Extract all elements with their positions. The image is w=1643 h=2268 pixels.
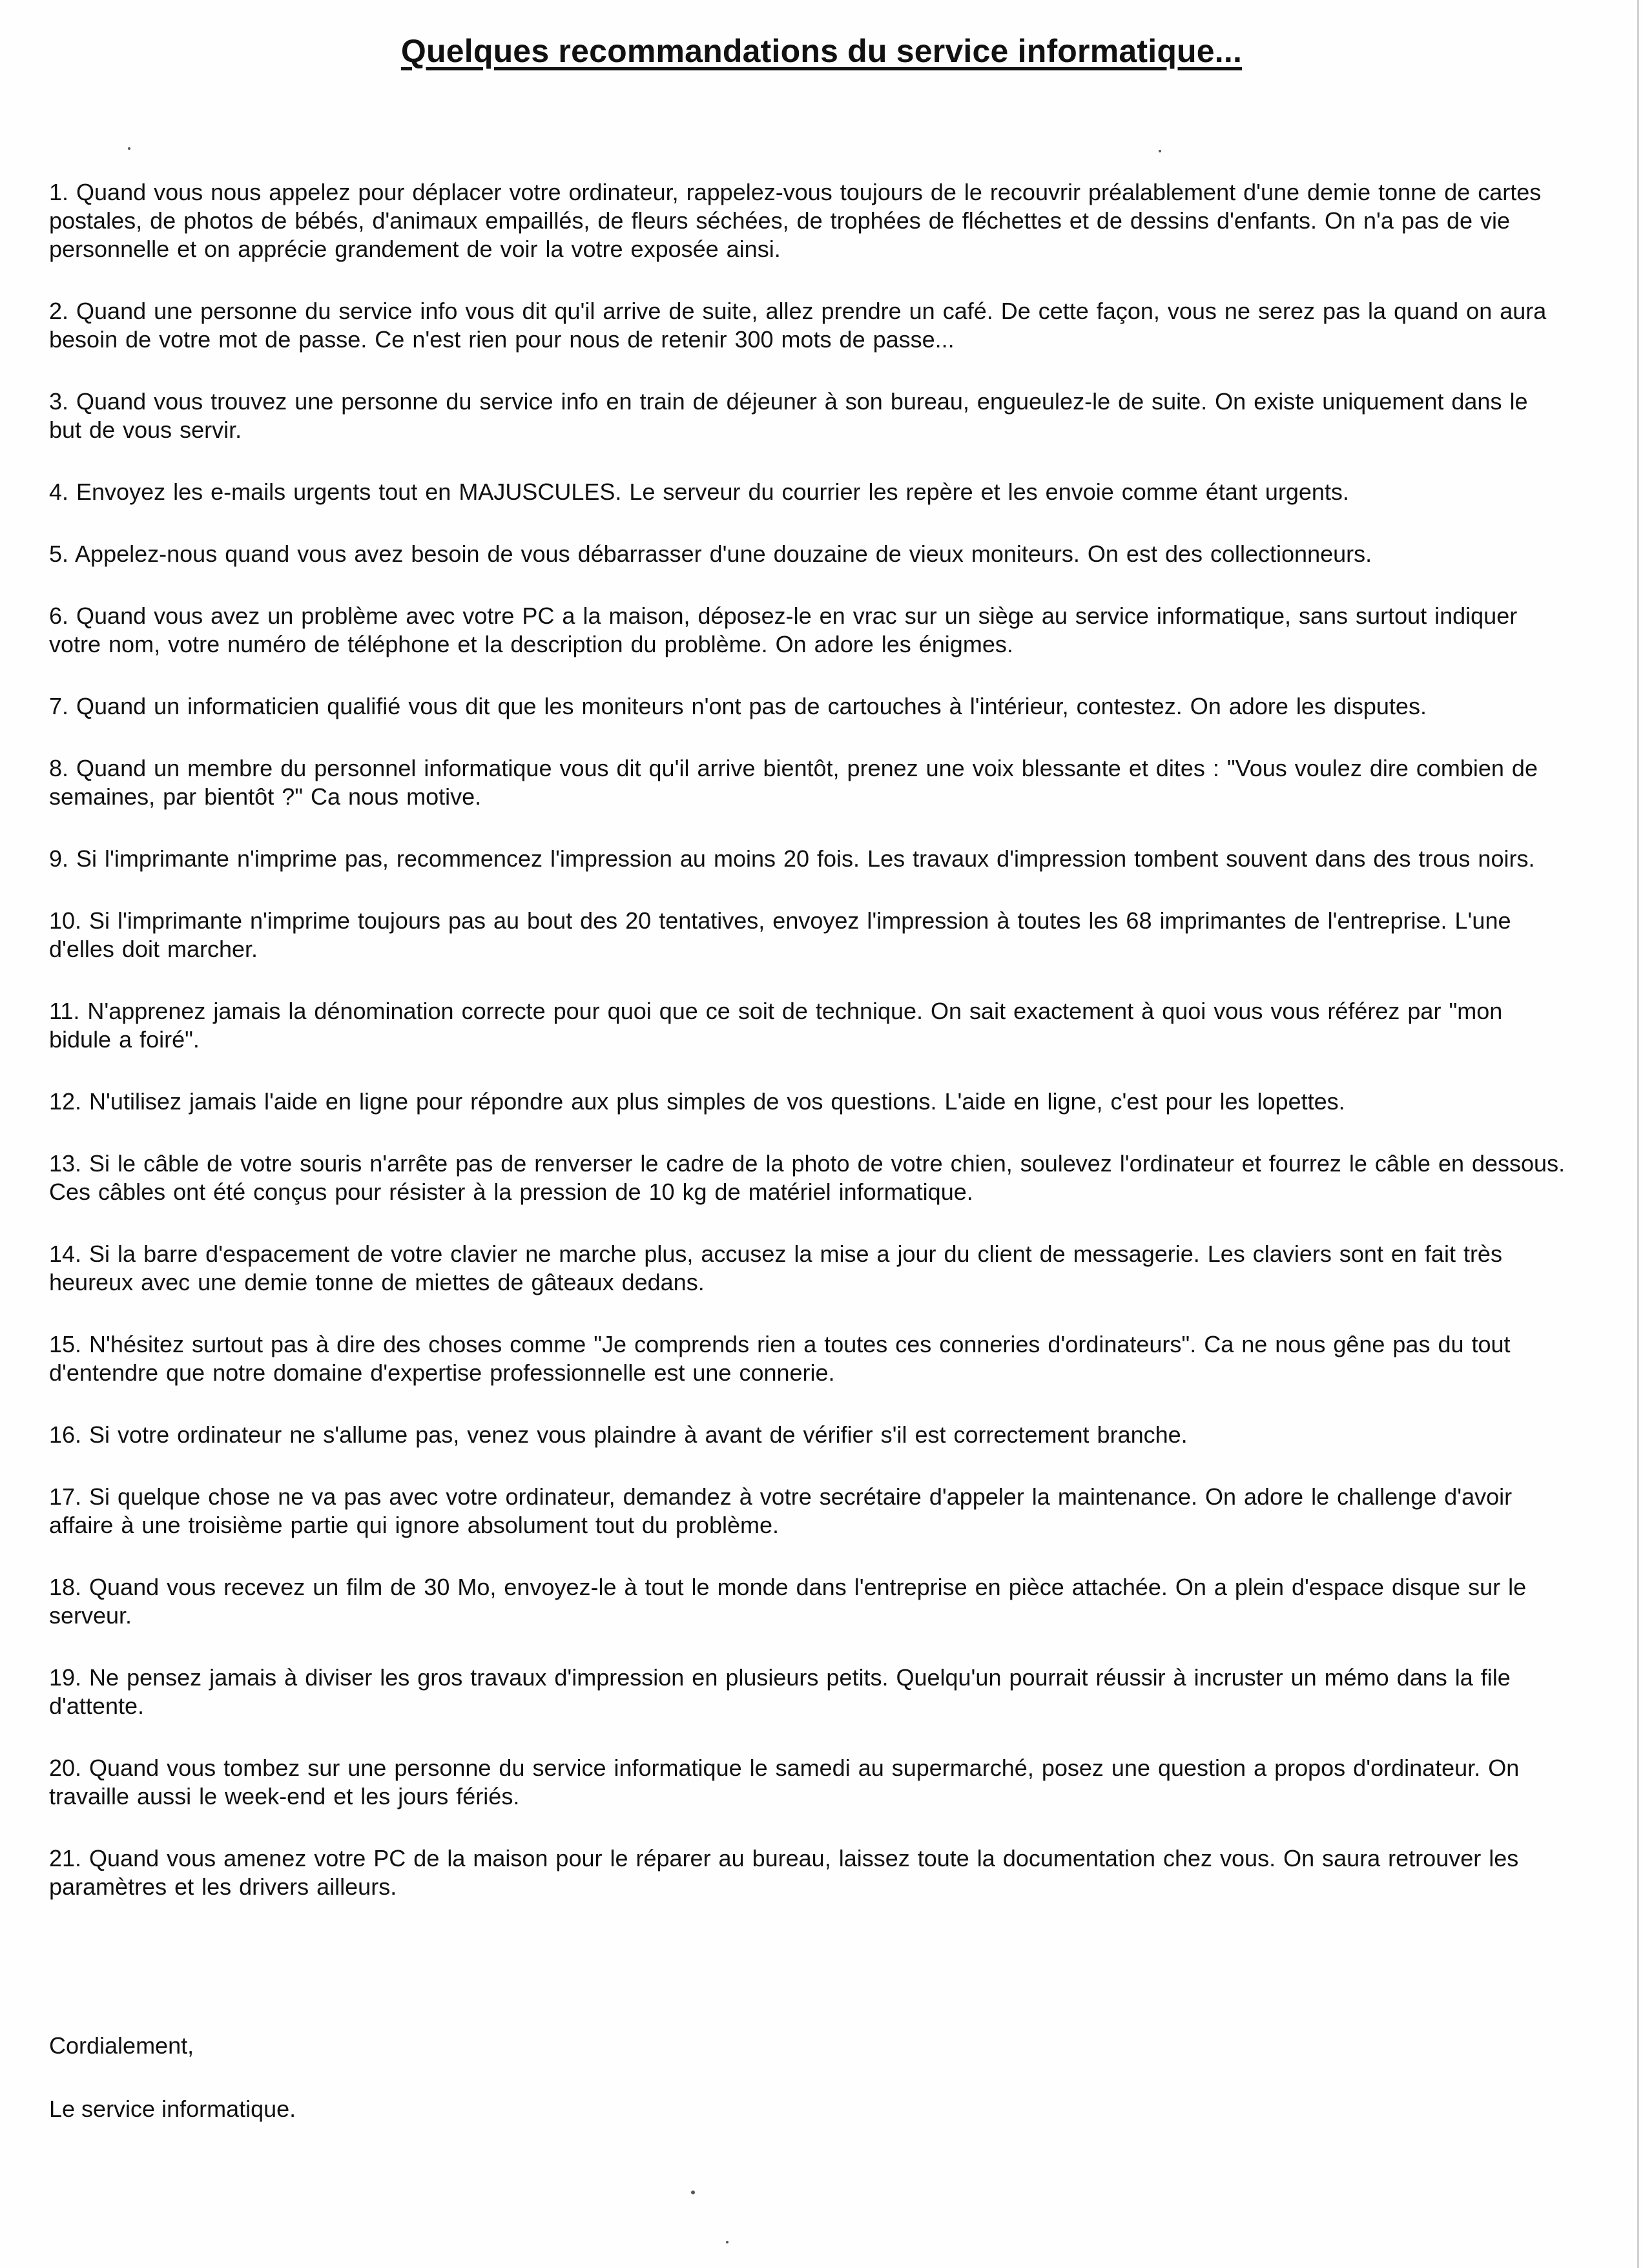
- scan-speck: [1159, 150, 1161, 152]
- recommendation-list: [49, 178, 1567, 1935]
- list-item: 8. Quand un membre du personnel informatique vous dit qu'il arrive bientôt, prenez une voix blessante et dites : "Vous voulez dire combien de semaines, par bientôt ?" Ca nous motive.: [49, 755, 1538, 810]
- scan-speck: [128, 147, 130, 150]
- scan-speck: [691, 2191, 695, 2194]
- list-item: 17. Si quelque chose ne va pas avec votre ordinateur, demandez à votre secrétaire d'appeler la maintenance. On adore le challenge d'avoir affaire à une troisième partie qui ignore absolument tout du problème.: [49, 1483, 1513, 1538]
- list-item: 20. Quand vous tombez sur une personne du service informatique le samedi au supermarché, posez une question a propos d'ordinateur. On travaille aussi le week-end et les jours fériés.: [49, 1755, 1520, 1809]
- list-item: 1. Quand vous nous appelez pour déplacer votre ordinateur, rappelez-vous toujours de le recouvrir préalablement d'une demie tonne de cartes postales, de photos de bébés, d'animaux empaillés, de fleurs séchées, de trophées de fléchettes et de dessins d'enfants. On n'a pas de vie personnelle et on apprécie grandement de voir la votre exposée ainsi.: [49, 179, 1542, 262]
- list-item: 7. Quand un informaticien qualifié vous dit que les moniteurs n'ont pas de cartouches à l'intérieur, contestez. On adore les disputes.: [49, 693, 1427, 719]
- signature-line: Le service informatique.: [49, 2096, 296, 2122]
- list-item: 5. Appelez-nous quand vous avez besoin de vous débarrasser d'une douzaine de vieux moniteurs. On est des collectionneurs.: [49, 541, 1372, 567]
- list-item: 15. N'hésitez surtout pas à dire des choses comme "Je comprends rien a toutes ces conneries d'ordinateurs". Ca ne nous gêne pas du tout d'entendre que notre domaine d'expertise professionnelle est une connerie.: [49, 1331, 1511, 1386]
- list-item: 6. Quand vous avez un problème avec votre PC a la maison, déposez-le en vrac sur un siège au service informatique, sans surtout indiquer votre nom, votre numéro de téléphone et la description du problème. On adore les énigmes.: [49, 603, 1518, 657]
- list-item: 14. Si la barre d'espacement de votre clavier ne marche plus, accusez la mise a jour du client de messagerie. Les claviers sont en fait très heureux avec une demie tonne de miettes de gâteaux dedans.: [49, 1241, 1502, 1295]
- list-item: 4. Envoyez les e-mails urgents tout en MAJUSCULES. Le serveur du courrier les repère et les envoie comme étant urgents.: [49, 479, 1349, 505]
- list-item: 2. Quand une personne du service info vous dit qu'il arrive de suite, allez prendre un café. De cette façon, vous ne serez pas la quand on aura besoin de votre mot de passe. Ce n'est rien pour nous de retenir 300 mots de passe...: [49, 298, 1547, 353]
- closing-line: Cordialement,: [49, 2032, 194, 2059]
- list-item: 13. Si le câble de votre souris n'arrête pas de renverser le cadre de la photo de votre chien, soulevez l'ordinateur et fourrez le câble en dessous. Ces câbles ont été conçus pour résister à la pression de 10 kg de matériel informatique.: [49, 1150, 1566, 1205]
- list-item: 9. Si l'imprimante n'imprime pas, recommencez l'impression au moins 20 fois. Les travaux d'impression tombent souvent dans des trous noirs.: [49, 845, 1535, 872]
- scan-edge: [1637, 0, 1639, 2268]
- list-item: 16. Si votre ordinateur ne s'allume pas, venez vous plaindre à avant de vérifier s'il est correctement branche.: [49, 1421, 1188, 1448]
- list-item: 19. Ne pensez jamais à diviser les gros travaux d'impression en plusieurs petits. Quelqu'un pourrait réussir à incruster un mémo dans la file d'attente.: [49, 1664, 1511, 1719]
- list-item: 18. Quand vous recevez un film de 30 Mo, envoyez-le à tout le monde dans l'entreprise en pièce attachée. On a plein d'espace disque sur le serveur.: [49, 1574, 1527, 1629]
- list-item: 11. N'apprenez jamais la dénomination correcte pour quoi que ce soit de technique. On sait exactement à quoi vous vous référez par "mon bidule a foiré".: [49, 998, 1503, 1053]
- scan-speck: [726, 2241, 728, 2243]
- list-item: 12. N'utilisez jamais l'aide en ligne pour répondre aux plus simples de vos questions. L'aide en ligne, c'est pour les lopettes.: [49, 1088, 1345, 1115]
- list-item: 10. Si l'imprimante n'imprime toujours pas au bout des 20 tentatives, envoyez l'impression à toutes les 68 imprimantes de l'entreprise. L'une d'elles doit marcher.: [49, 907, 1511, 962]
- page-title: Quelques recommandations du service informatique...: [400, 33, 1243, 69]
- list-item: 3. Quand vous trouvez une personne du service info en train de déjeuner à son bureau, engueulez-le de suite. On existe uniquement dans le but de vous servir.: [49, 388, 1528, 443]
- list-item: 21. Quand vous amenez votre PC de la maison pour le réparer au bureau, laissez toute la documentation chez vous. On saura retrouver les paramètres et les drivers ailleurs.: [49, 1845, 1519, 1900]
